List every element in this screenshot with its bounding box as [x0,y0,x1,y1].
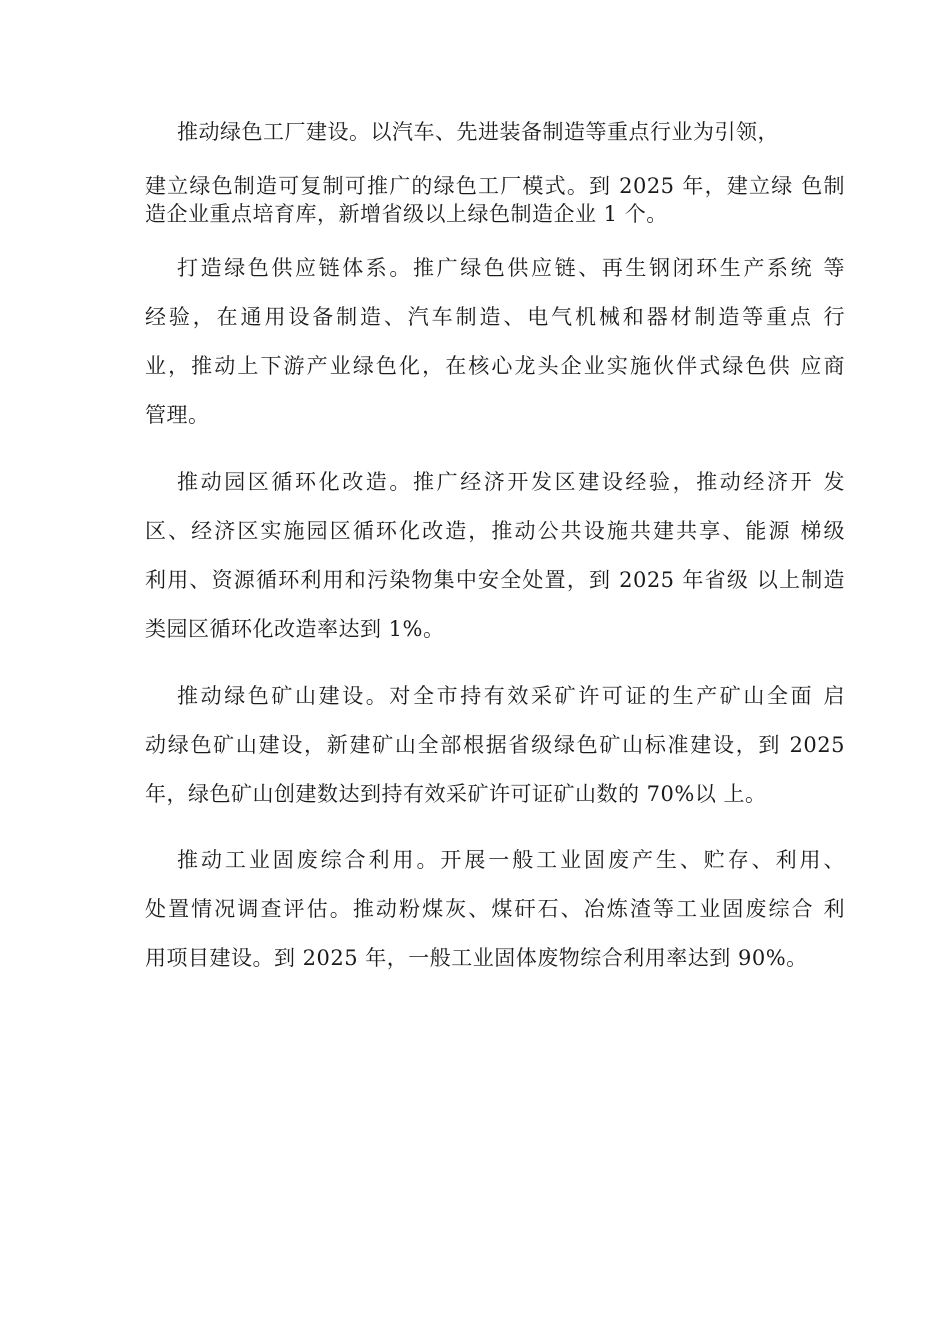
paragraph-5-line-1: 推动工业固废综合利用。开展一般工业固废产生、贮存、利用、 [177,848,845,872]
paragraph-4-line-3: 年，绿色矿山创建数达到持有效采矿许可证矿山数的 70%以 上。 [145,782,767,806]
paragraph-2-line-4: 管理。 [145,403,210,427]
paragraph-3-line-2: 区、经济区实施园区循环化改造，推动公共设施共建共享、能源 梯级 [145,519,845,543]
paragraph-2-line-2: 经验，在通用设备制造、汽车制造、电气机械和器材制造等重点 行 [145,305,845,329]
paragraph-4-line-2: 动绿色矿山建设，新建矿山全部根据省级绿色矿山标准建设，到 2025 [145,733,845,757]
paragraph-4-line-1: 推动绿色矿山建设。对全市持有效采矿许可证的生产矿山全面 启 [177,684,845,708]
paragraph-1-line-3: 造企业重点培育库，新增省级以上绿色制造企业 1 个。 [145,202,668,226]
paragraph-3-line-1: 推动园区循环化改造。推广经济开发区建设经验，推动经济开 发 [177,470,845,494]
paragraph-1-line-2: 建立绿色制造可复制可推广的绿色工厂模式。到 2025 年，建立绿 色制 [145,174,845,198]
paragraph-3-line-4: 类园区循环化改造率达到 1%。 [145,617,445,641]
paragraph-2-line-1: 打造绿色供应链体系。推广绿色供应链、再生钢闭环生产系统 等 [177,256,845,280]
paragraph-5-line-3: 用项目建设。到 2025 年，一般工业固体废物综合利用率达到 90%。 [145,946,808,970]
paragraph-5-line-2: 处置情况调查评估。推动粉煤灰、煤矸石、冶炼渣等工业固废综合 利 [145,897,845,921]
paragraph-1-line-1: 推动绿色工厂建设。以汽车、先进装备制造等重点行业为引领， [177,120,779,144]
paragraph-2-line-3: 业，推动上下游产业绿色化，在核心龙头企业实施伙伴式绿色供 应商 [145,354,845,378]
paragraph-3-line-3: 利用、资源循环利用和污染物集中安全处置，到 2025 年省级 以上制造 [145,568,845,592]
